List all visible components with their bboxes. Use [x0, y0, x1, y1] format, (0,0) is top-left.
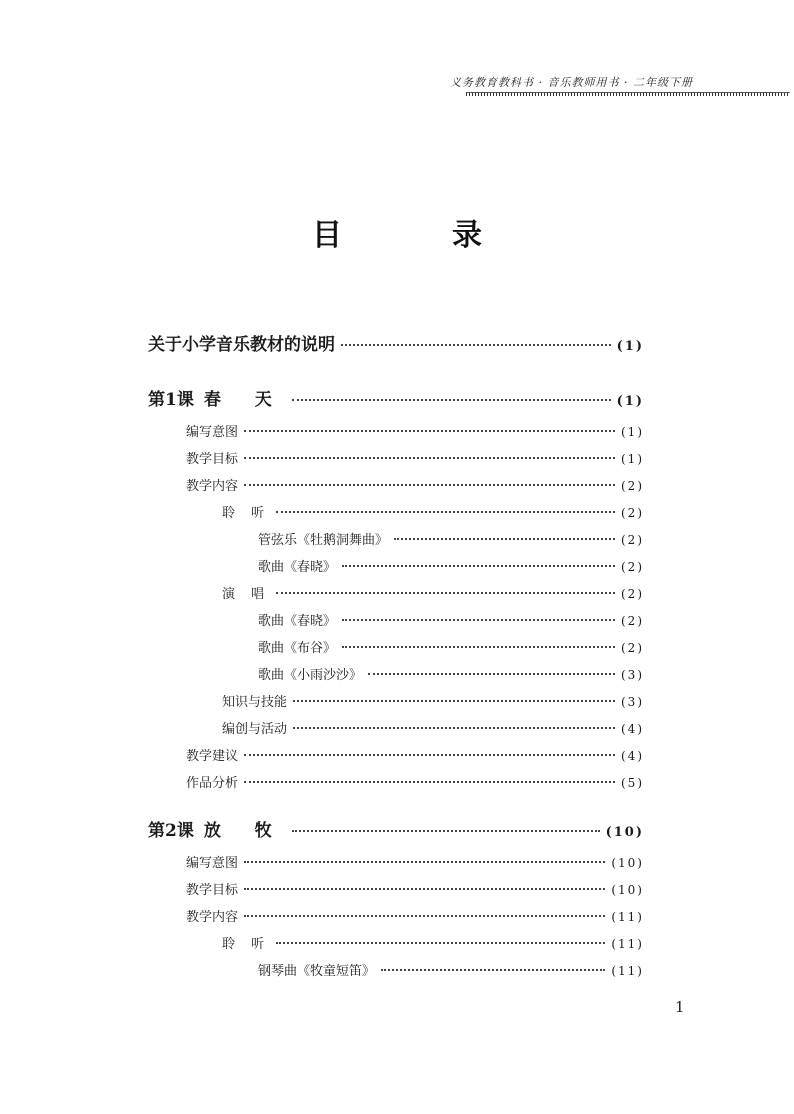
toc-entry-label: 教学内容	[186, 910, 239, 925]
toc-leader	[244, 861, 605, 863]
toc-leader	[342, 619, 615, 621]
toc-entry-page: (10)	[611, 883, 644, 897]
toc-entry-page: (11)	[611, 937, 644, 951]
toc-leader	[276, 592, 615, 594]
toc-entry-label: 歌曲《春晓》	[258, 614, 337, 629]
toc-entry-page: (1)	[621, 452, 644, 466]
lesson-name: 放 牧	[203, 821, 286, 841]
toc-entry[interactable]	[258, 529, 644, 549]
toc-leader	[244, 781, 615, 783]
toc-entry[interactable]	[186, 906, 644, 926]
lesson-number: 第1课	[148, 390, 194, 410]
toc-entry-label: 演 唱	[222, 587, 271, 602]
toc-leader	[292, 399, 611, 401]
toc-leader	[244, 888, 605, 890]
toc-leader	[244, 430, 615, 432]
toc-entry-page: (2)	[621, 479, 644, 493]
toc-entry-label: 管弦乐《牡鹅洞舞曲》	[258, 533, 389, 548]
lesson-number: 第2课	[148, 821, 194, 841]
toc-entry[interactable]	[222, 502, 644, 522]
toc-entry-label: 教学建议	[186, 749, 239, 764]
toc-leader	[342, 565, 615, 567]
toc-entry-label: 教学目标	[186, 452, 239, 467]
toc-entry-page: (4)	[621, 722, 644, 736]
toc-leader	[276, 511, 615, 513]
page-title-char-2: 录	[452, 218, 482, 253]
toc-entry-label: 歌曲《春晓》	[258, 560, 337, 575]
toc-leader	[381, 969, 605, 971]
toc-entry[interactable]	[186, 852, 644, 872]
toc-entry[interactable]	[186, 879, 644, 899]
toc-entry-label: 知识与技能	[222, 695, 288, 710]
toc-entry-label: 编写意图	[186, 856, 239, 871]
toc-entry[interactable]	[258, 664, 644, 684]
toc-entry-intro[interactable]	[148, 330, 644, 355]
toc-entry-label: 编创与活动	[222, 722, 288, 737]
toc-entry-page: (2)	[621, 560, 644, 574]
toc-leader	[394, 538, 615, 540]
toc-leader	[244, 457, 615, 459]
toc-entry[interactable]	[222, 583, 644, 603]
toc-leader	[293, 700, 615, 702]
toc-entry-label: 教学目标	[186, 883, 239, 898]
toc-entry-lesson-1[interactable]	[148, 385, 644, 410]
toc-entry-page: (4)	[621, 749, 644, 763]
toc-entry[interactable]	[258, 637, 644, 657]
toc-entry[interactable]	[186, 772, 644, 792]
toc-entry[interactable]	[186, 421, 644, 441]
toc-entry-label: 关于小学音乐教材的说明	[148, 335, 335, 355]
toc-entry-label: 钢琴曲《牧童短笛》	[258, 964, 376, 979]
toc-entry-page: (11)	[611, 964, 644, 978]
toc-entry[interactable]	[222, 691, 644, 711]
toc-entry[interactable]	[186, 475, 644, 495]
toc-entry[interactable]	[222, 718, 644, 738]
toc-entry-page: (10)	[605, 825, 644, 840]
toc-leader	[368, 673, 615, 675]
toc-entry-label: 编写意图	[186, 425, 239, 440]
toc-entry[interactable]	[186, 745, 644, 765]
toc-leader	[342, 646, 615, 648]
toc-entry-label: 教学内容	[186, 479, 239, 494]
toc-entry-label: 作品分析	[186, 776, 239, 791]
running-header: 义务教育教科书 · 音乐教师用书 · 二年级下册	[450, 76, 693, 89]
toc-entry-page: (11)	[611, 910, 644, 924]
toc-entry-page: (10)	[611, 856, 644, 870]
toc-entry-page: (2)	[621, 641, 644, 655]
toc-entry-page: (2)	[621, 506, 644, 520]
toc-entry-page: (2)	[621, 614, 644, 628]
toc-leader	[292, 830, 600, 832]
toc-entry-page: (3)	[621, 695, 644, 709]
toc-entry-label: 聆 听	[222, 506, 271, 521]
toc-leader	[244, 484, 615, 486]
page-title-char-1: 目	[312, 218, 342, 253]
toc-entry-page: (5)	[621, 776, 644, 790]
toc-entry-label	[148, 816, 286, 841]
toc-entry-page: (1)	[616, 394, 644, 409]
toc-entry-page: (1)	[616, 339, 644, 354]
toc-leader	[341, 344, 611, 346]
toc-entry[interactable]	[222, 933, 644, 953]
toc-entry-page: (3)	[621, 668, 644, 682]
toc-leader	[244, 754, 615, 756]
toc-entry-label: 歌曲《布谷》	[258, 641, 337, 656]
toc-entry[interactable]	[258, 960, 644, 980]
toc-entry-label: 歌曲《小雨沙沙》	[258, 668, 363, 683]
toc-entry[interactable]	[186, 448, 644, 468]
toc-leader	[276, 942, 605, 944]
toc-entry[interactable]	[258, 610, 644, 630]
toc-entry-label	[148, 385, 286, 410]
page-number: 1	[675, 998, 685, 1016]
toc-entry-label: 聆 听	[222, 937, 271, 952]
lesson-name: 春 天	[203, 390, 286, 410]
toc-entry-page: (1)	[621, 425, 644, 439]
toc-entry-page: (2)	[621, 533, 644, 547]
toc-leader	[244, 915, 605, 917]
toc-entry[interactable]	[258, 556, 644, 576]
toc-entry-lesson-2[interactable]	[148, 816, 644, 841]
toc-entry-page: (2)	[621, 587, 644, 601]
toc-leader	[293, 727, 615, 729]
